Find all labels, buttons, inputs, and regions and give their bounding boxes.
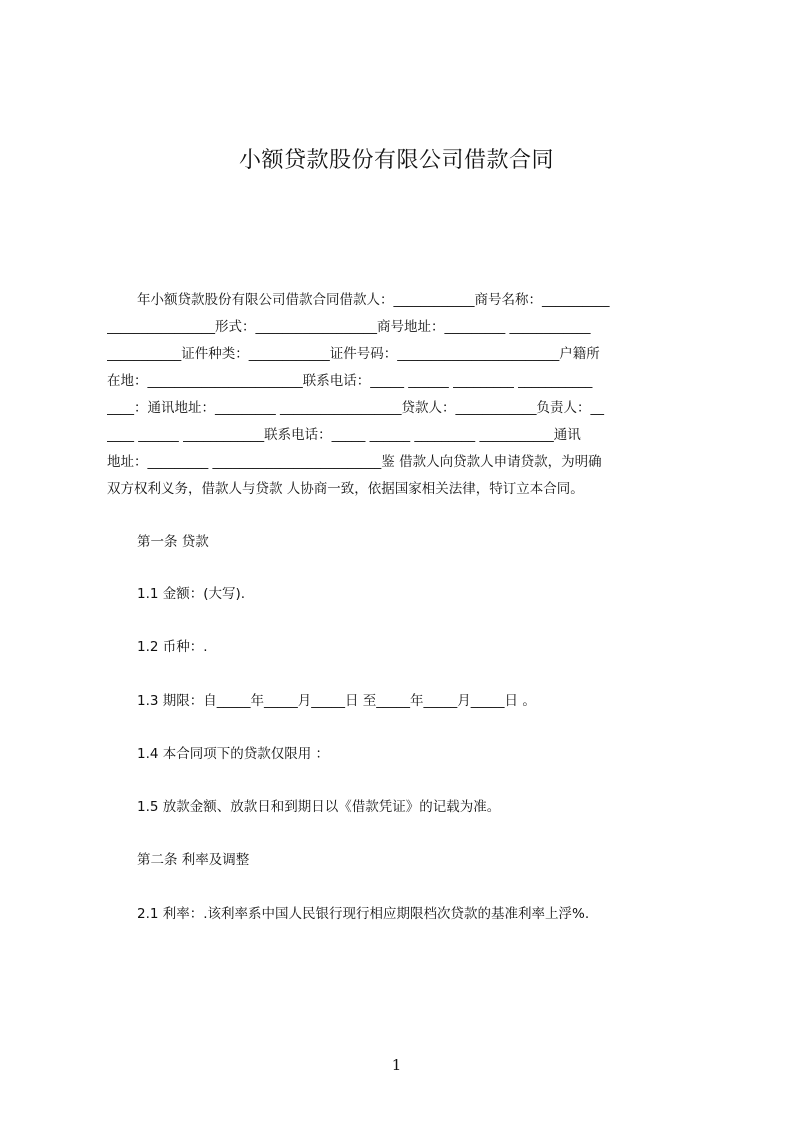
clause-1-4: 1.4 本合同项下的贷款仅限用 ：	[137, 746, 330, 762]
clause-2-1: 2.1 利率：.该利率系中国人民银行现行相应期限档次贷款的基准利率上浮%.	[137, 906, 590, 922]
preamble-line-6: ____ ______ ____________联系电话：_____ ______ _________ ___________通讯	[107, 427, 581, 443]
article-1-heading: 第一条 贷款	[137, 534, 209, 550]
page-number: 1	[391, 1056, 402, 1074]
preamble-line-2: ________________形式：__________________商号地址：_________ ____________	[107, 319, 591, 335]
preamble-line-5: ____：通讯地址：_________ __________________贷款人：____________负责人：__	[107, 400, 605, 416]
clause-1-5: 1.5 放款金额、放款日和到期日以《借款凭证》的记载为准。	[137, 799, 501, 815]
article-2-heading: 第二条 利率及调整	[137, 852, 250, 868]
preamble-line-7: 地址：_________ _________________________鉴 借款人向贷款人申请贷款，为明确	[107, 454, 602, 470]
clause-1-3: 1.3 期限：自_____年_____月_____日 至_____年_____月_____日 。	[137, 693, 536, 709]
clause-1-1: 1.1 金额：(大写).	[137, 586, 246, 602]
preamble-line-4: 在地：_______________________联系电话：_____ ______ _________ ___________	[107, 373, 593, 389]
clause-1-2: 1.2 币种：.	[137, 639, 208, 655]
preamble-line-1: 年小额贷款股份有限公司借款合同借款人：____________商号名称：__________	[137, 292, 610, 308]
preamble-line-8: 双方权利义务，借款人与贷款 人协商一致，依据国家相关法律，特订立本合同。	[107, 481, 584, 497]
document-title: 小额贷款股份有限公司借款合同	[238, 148, 554, 173]
preamble-line-3: ___________证件种类：____________证件号码：________________________户籍所	[107, 346, 600, 362]
